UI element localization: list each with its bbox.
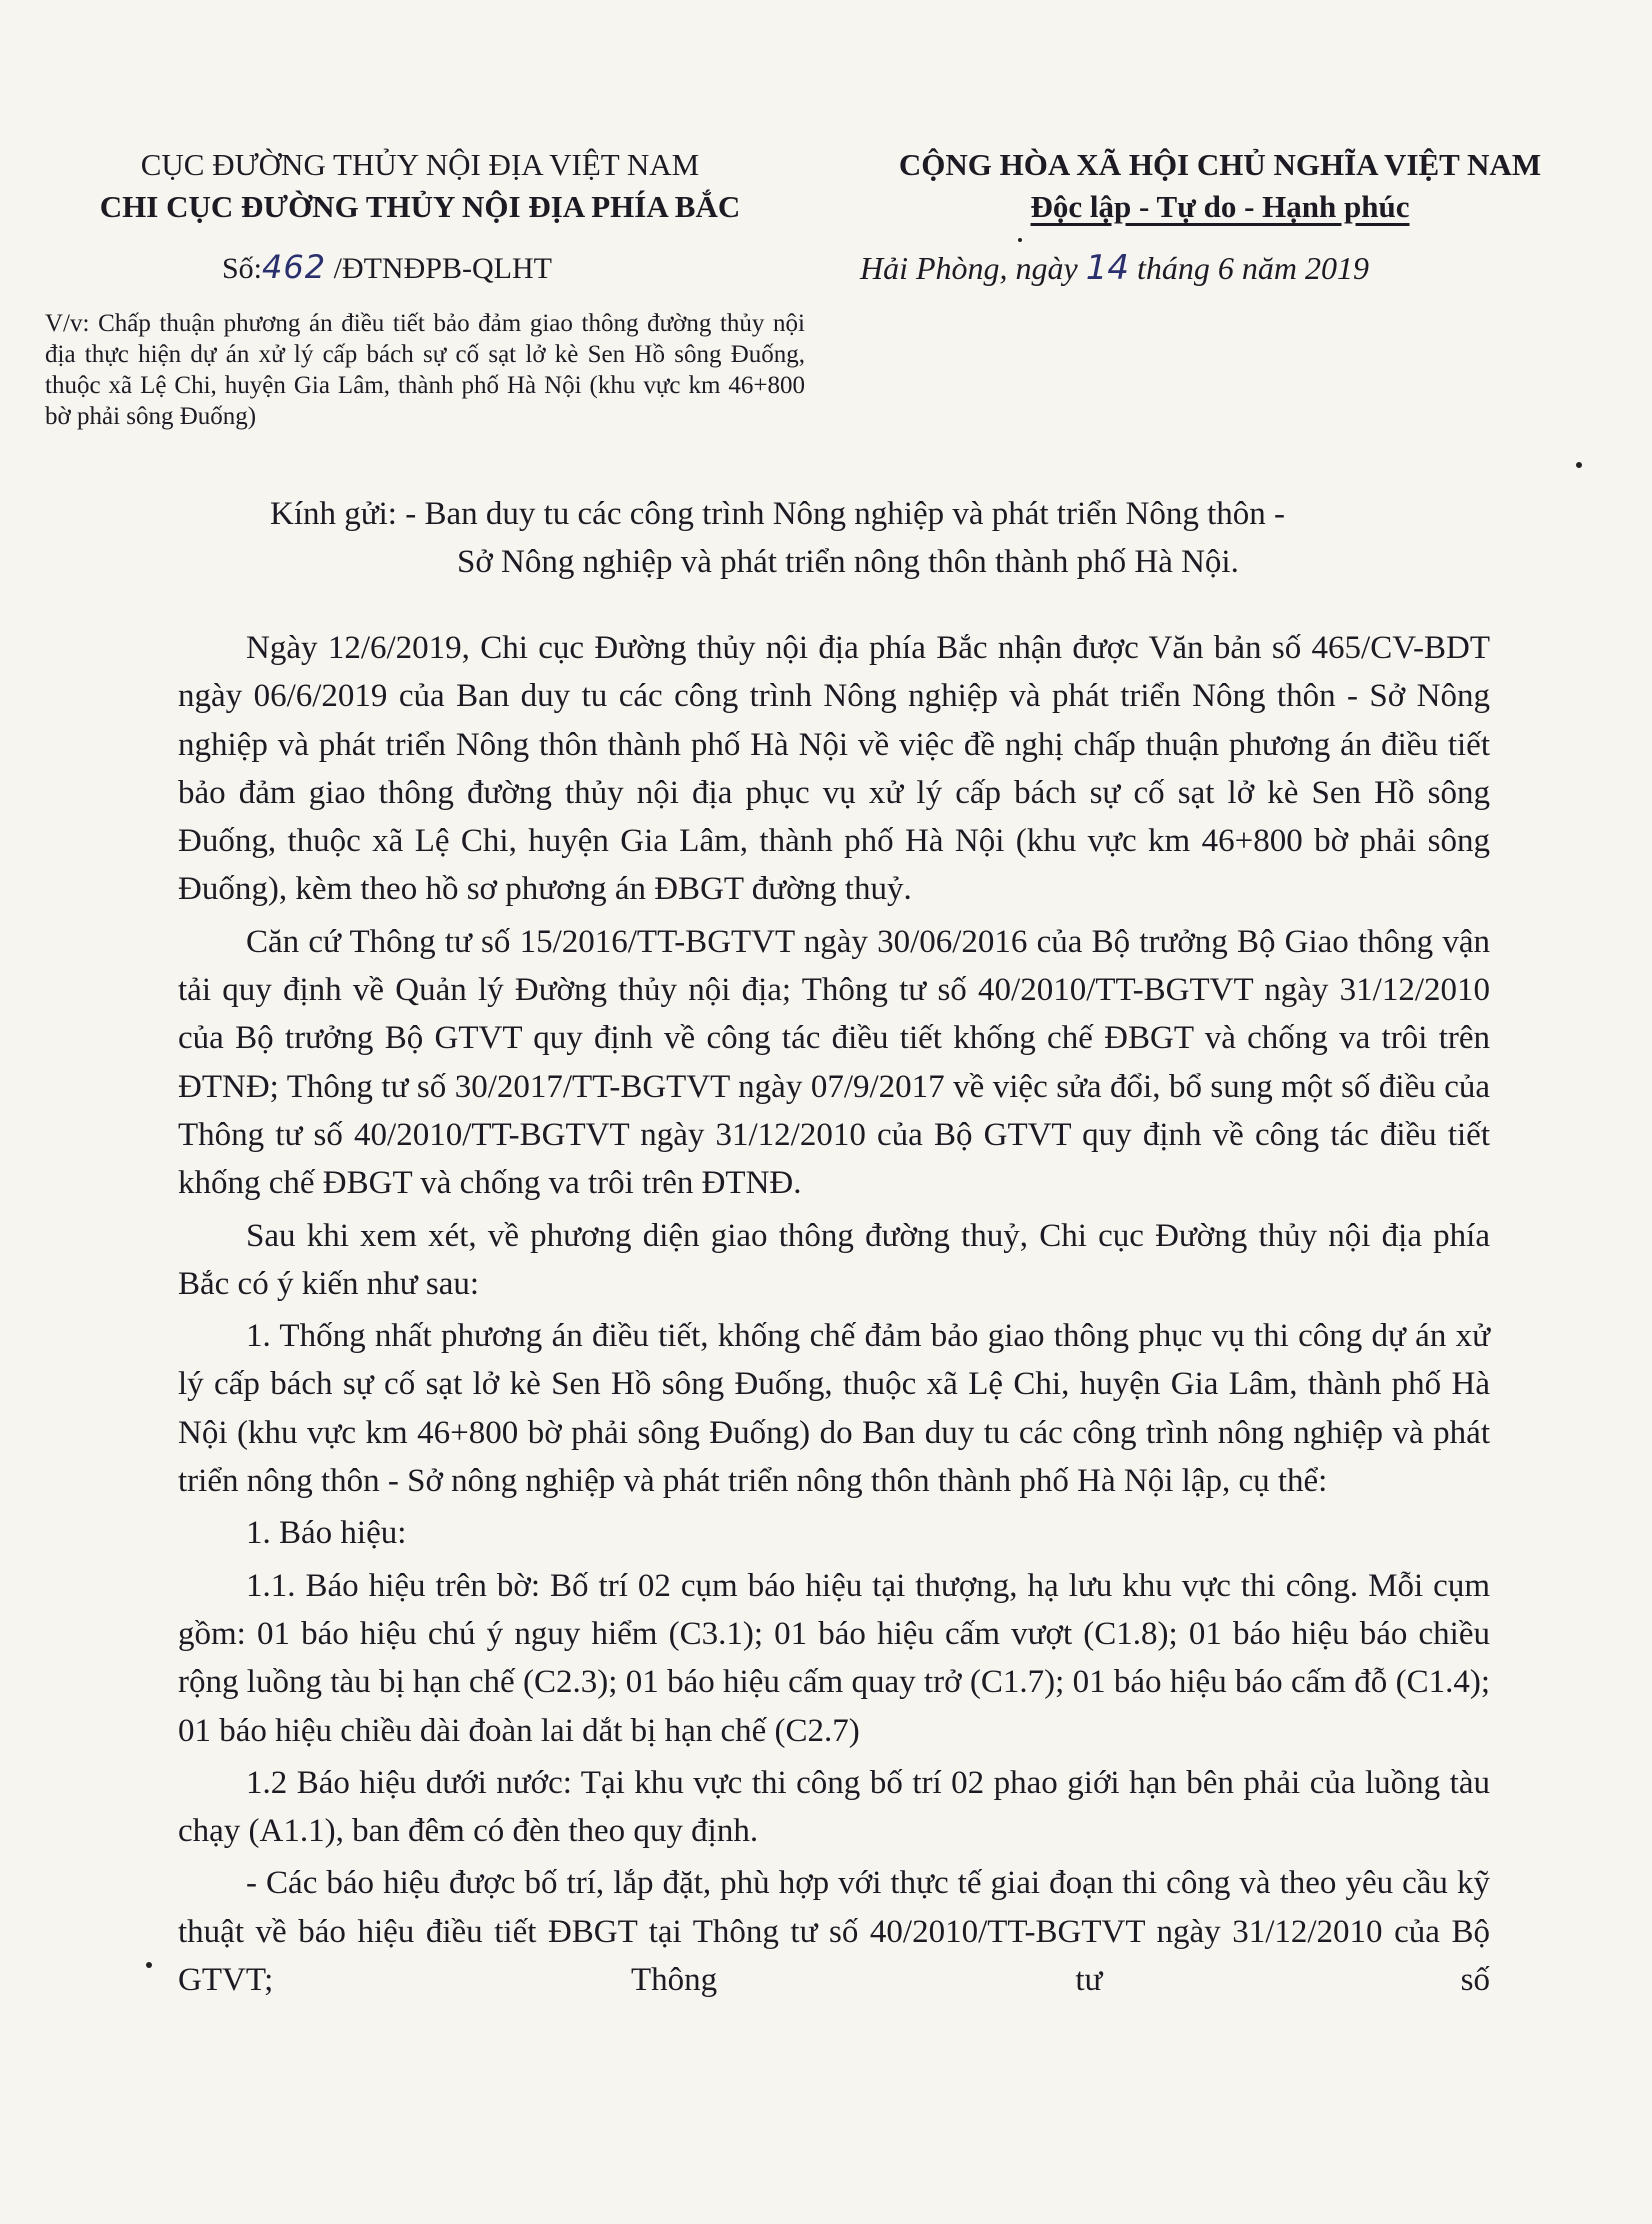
number-prefix: Số: (222, 252, 263, 285)
paragraph: Sau khi xem xét, về phương diện giao thông đường thuỷ, Chi cục Đường thủy nội địa phía Bắc có ý kiến như sau: (178, 1217, 1490, 1302)
paragraph: 1.2 Báo hiệu dưới nước: Tại khu vực thi công bố trí 02 phao giới hạn bên phải của luồng tàu chạy (A1.1), ban đêm có đèn theo quy định. (178, 1764, 1490, 1850)
paragraph: - Các báo hiệu được bố trí, lắp đặt, phù hợp với thực tế giai đoạn thi công và theo yêu cầu kỹ thuật về báo hiệu điều tiết ĐBGT tại Thông tư số 40/2010/TT-BGTVT ngày 31/12/2010 của Bộ GTVT; Thông tư số (178, 1865, 1490, 1999)
paragraph: Căn cứ Thông tư số 15/2016/TT-BGTVT ngày 30/06/2016 của Bộ trưởng Bộ Giao thông vận tải quy định về Quản lý Đường thủy nội địa; Thông tư số 40/2010/TT-BGTVT ngày 31/12/2010 của Bộ trưởng Bộ GTVT quy định về công tác điều tiết khống chế ĐBGT và chống va trôi trên ĐTNĐ; Thông tư số 30/2017/TT-BGTVT ngày 07/9/2017 về việc sửa đổi, bổ sung một số điều của Thông tư số 40/2010/TT-BGTVT ngày 31/12/2010 của Bộ GTVT quy định về công tác điều tiết khống chế ĐBGT và chống va trôi trên ĐTNĐ. (178, 923, 1490, 1202)
number-handwritten: 462 (262, 248, 327, 286)
paragraph: Ngày 12/6/2019, Chi cục Đường thủy nội địa phía Bắc nhận được Văn bản số 465/CV-BDT ngày 06/6/2019 của Ban duy tu các công trình Nông nghiệp và phát triển Nông thôn - Sở Nông nghiệp và phát triển Nông thôn thành phố Hà Nội về việc đề nghị chấp thuận phương án điều tiết bảo đảm giao thông đường thủy nội địa phục vụ xử lý cấp bách sự cố sạt lở kè Sen Hồ sông Đuống, thuộc xã Lệ Chi, huyện Gia Lâm, thành phố Hà Nội (khu vực km 46+800 bờ phải sông Đuống), kèm theo hồ sơ phương án ĐBGT đường thuỷ. (178, 630, 1490, 908)
country-name: CỘNG HÒA XÃ HỘI CHỦ NGHĨA VIỆT NAM (898, 147, 1542, 182)
subject-line: V/v: Chấp thuận phương án điều tiết bảo đảm giao thông đường thủy nội địa thực hiện dự án xử lý cấp bách sự cố sạt lở kè Sen Hồ sông Đuống, thuộc xã Lệ Chi, huyện Gia Lâm, thành phố Hà Nội (khu vực km 46+800 bờ phải sông Đuống) (45, 310, 805, 430)
agency-line-1: CỤC ĐƯỜNG THỦY NỘI ĐỊA VIỆT NAM (140, 147, 700, 182)
date-day-handwritten: 14 (1085, 248, 1130, 288)
date-prefix: Hải Phòng, ngày (860, 250, 1078, 286)
document-body (178, 624, 1490, 2008)
national-heading (820, 144, 1620, 228)
recipient-line-1: Kính gửi: - Ban duy tu các công trình Nông nghiệp và phát triển Nông thôn - (270, 496, 1286, 532)
paragraph: 1. Thống nhất phương án điều tiết, khống chế đảm bảo giao thông phục vụ thi công dự án xử lý cấp bách sự cố sạt lở kè Sen Hồ sông Đuống, thuộc xã Lệ Chi, huyện Gia Lâm, thành phố Hà Nội (khu vực km 46+800 bờ phải sông Đuống) do Ban duy tu các công trình nông nghiệp và phát triển nông thôn - Sở nông nghiệp và phát triển nông thôn thành phố Hà Nội lập, cụ thể: (178, 1318, 1490, 1500)
document-date (860, 248, 1369, 288)
paragraph: 1. Báo hiệu: (246, 1515, 407, 1552)
recipient-block (270, 490, 1570, 586)
number-suffix: /ĐTNĐPB-QLHT (333, 252, 552, 285)
scan-speck (1576, 462, 1582, 468)
document-number (222, 248, 552, 286)
paragraph: 1.1. Báo hiệu trên bờ: Bố trí 02 cụm báo hiệu tại thượng, hạ lưu khu vực thi công. Mỗi cụm gồm: 01 báo hiệu chú ý nguy hiểm (C3.1); 01 báo hiệu cấm vượt (C1.8); 01 báo hiệu báo chiều rộng luồng tàu bị hạn chế (C2.3); 01 báo hiệu cấm quay trở (C1.7); 01 báo hiệu báo cấm đỗ (C1.4); 01 báo hiệu chiều dài đoàn lai dắt bị hạn chế (C2.7) (178, 1567, 1490, 1749)
issuing-agency (60, 144, 780, 228)
date-suffix: tháng 6 năm 2019 (1137, 250, 1370, 286)
national-motto: Độc lập - Tự do - Hạnh phúc (1030, 189, 1410, 224)
recipient-line-2: Sở Nông nghiệp và phát triển nông thôn thành phố Hà Nội. (457, 544, 1239, 580)
scan-speck (146, 1962, 152, 1968)
scan-speck (1018, 238, 1022, 242)
agency-line-2: CHI CỤC ĐƯỜNG THỦY NỘI ĐỊA PHÍA BẮC (99, 189, 741, 224)
